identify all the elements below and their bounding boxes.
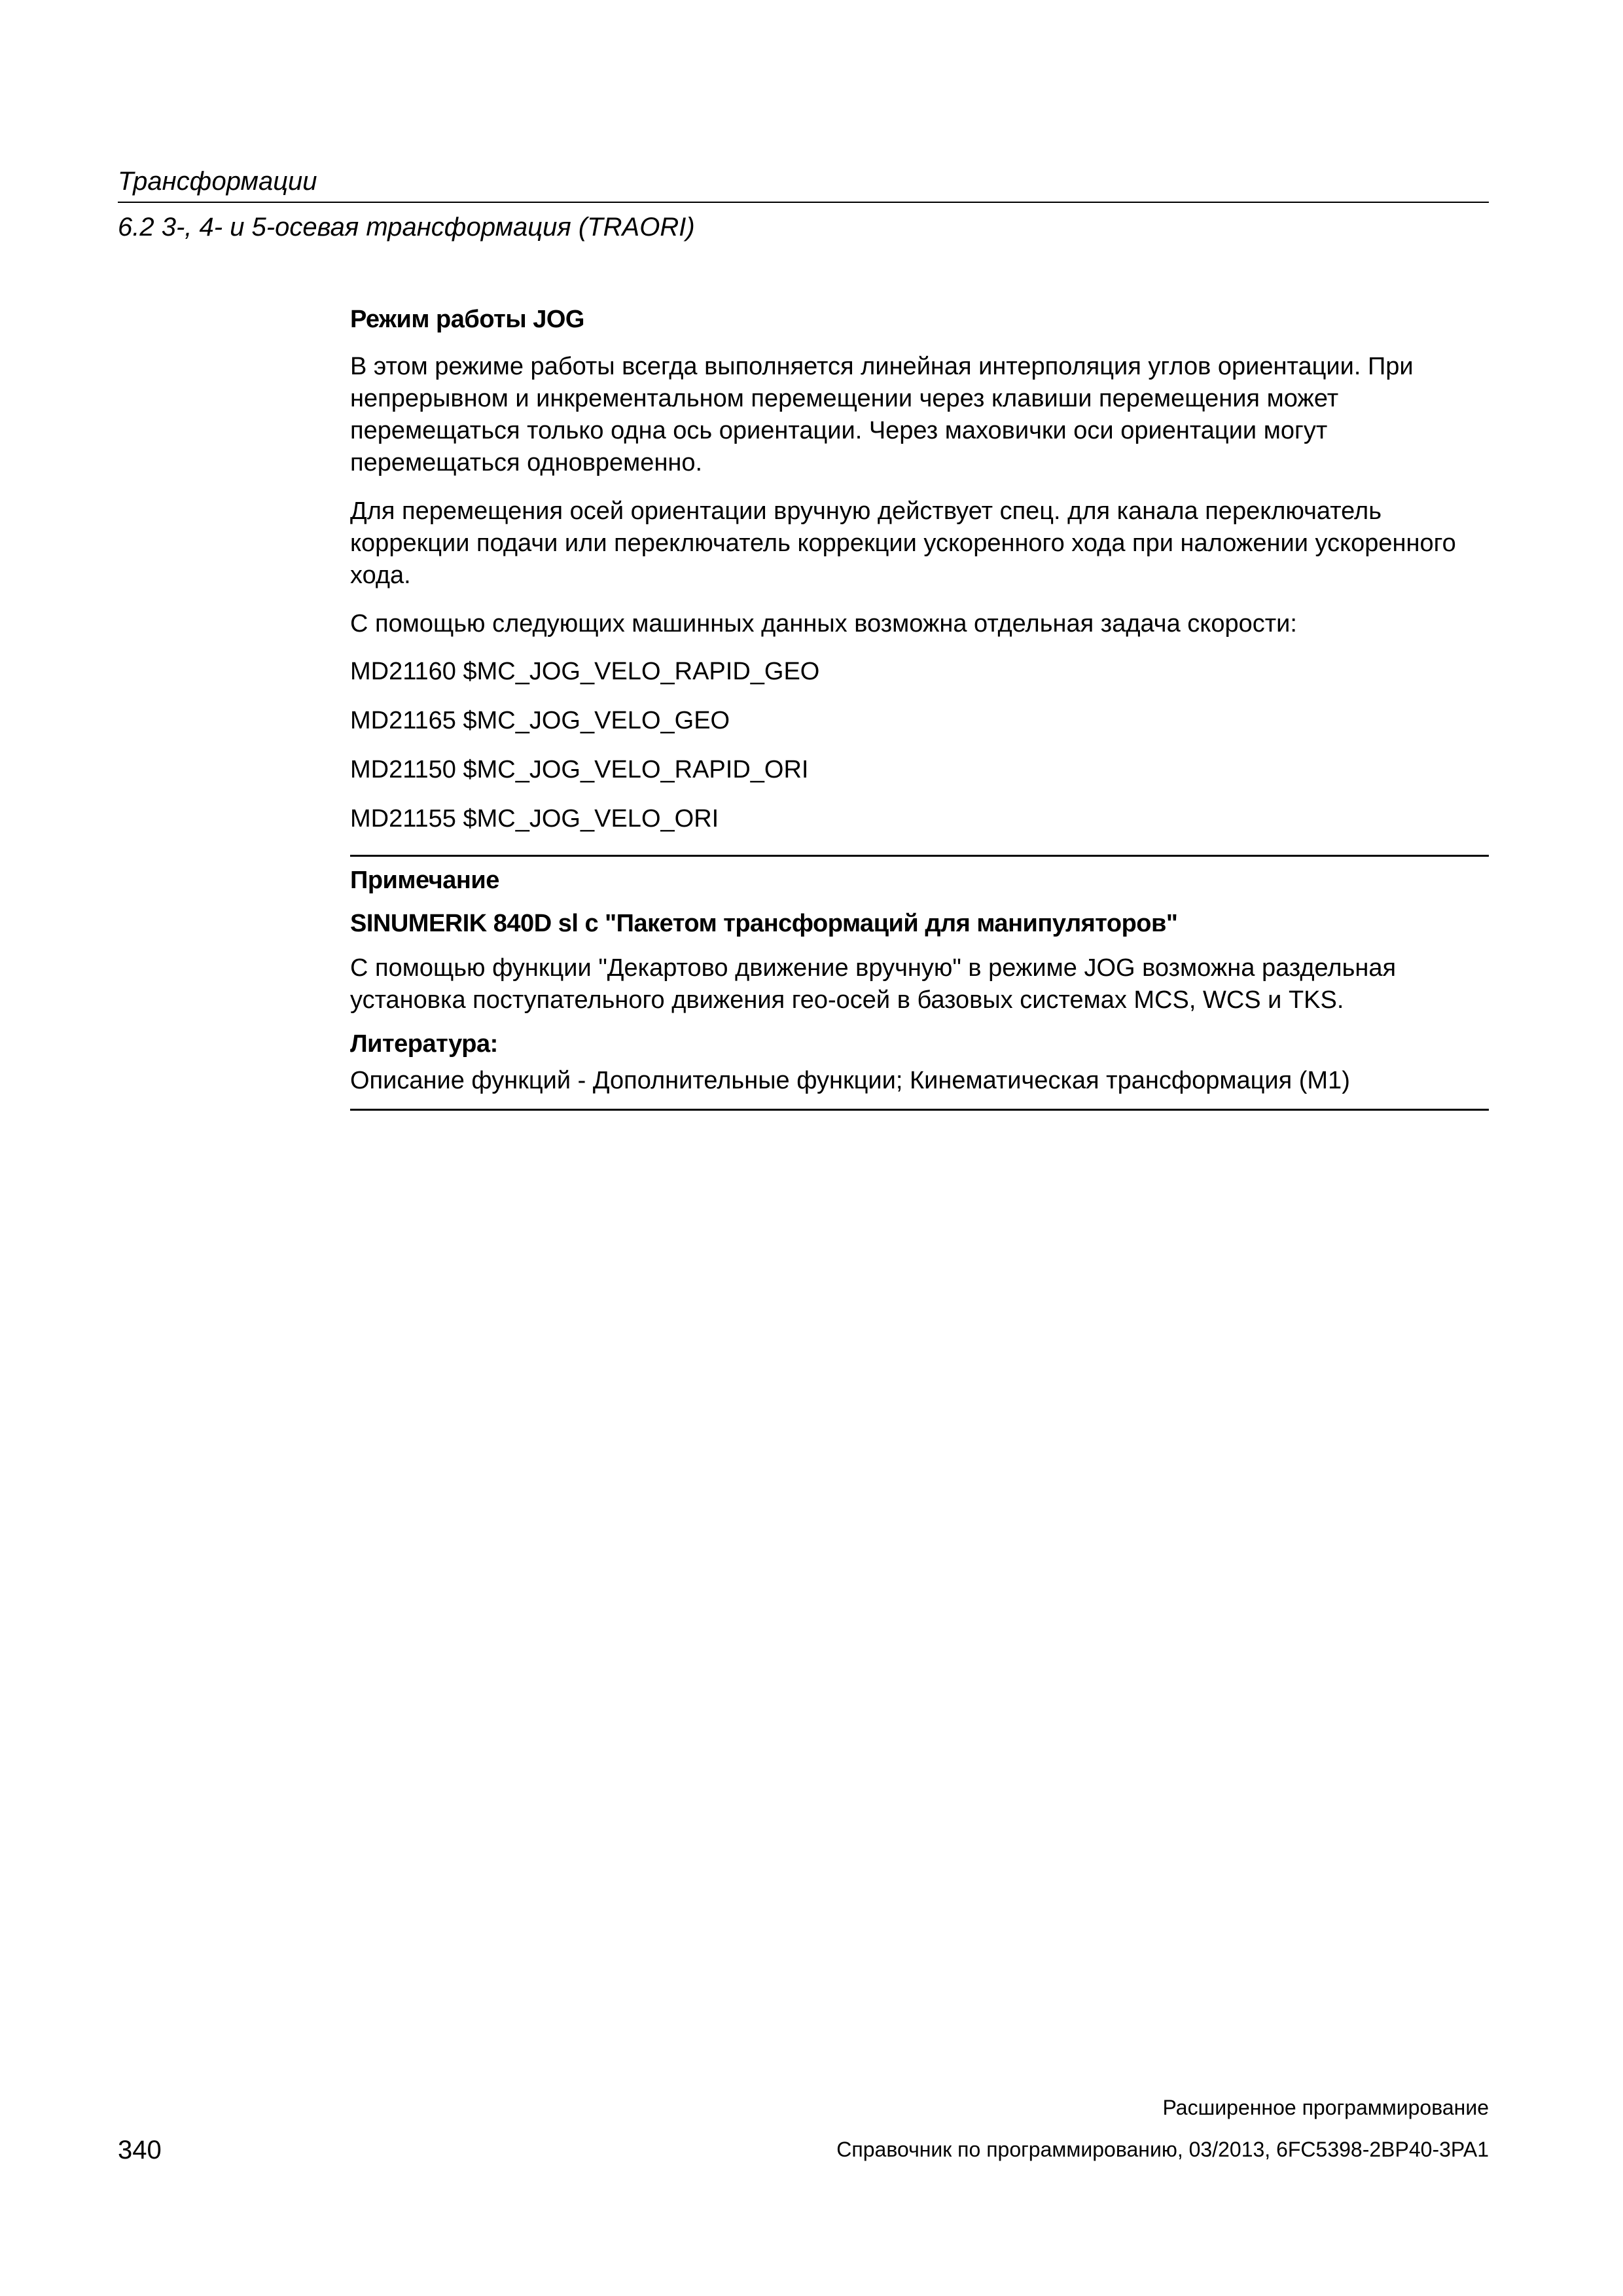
footer-title: Расширенное программирование: [1162, 2096, 1489, 2119]
note-text: С помощью функции "Декартово движение вручную" в режиме JOG возможна раздельная установка поступательного движения гео-осей в базовых системах MCS, WCS и TKS.: [350, 954, 1397, 1014]
footer-info: Справочник по программированию, 03/2013, 6FC5398-2BP40-3PA1: [836, 2138, 1489, 2161]
machine-data-list: [350, 656, 1489, 835]
machine-data-item: MD21150 $MC_JOG_VELO_RAPID_ORI: [350, 756, 809, 783]
machine-data-item: MD21160 $MC_JOG_VELO_RAPID_GEO: [350, 658, 820, 685]
note-title: Примечание: [350, 867, 499, 894]
running-header: [118, 164, 1489, 245]
paragraph-1: В этом режиме работы всегда выполняется линейная интерполяция углов ориентации. При непрерывном и инкрементальном перемещении через клавиши перемещения может перемещаться только одна ось ориентации. Через маховички оси ориентации могут перемещаться одновременно.: [350, 353, 1414, 476]
paragraph-2: Для перемещения осей ориентации вручную действует спец. для канала переключатель коррекции подачи или переключатель коррекции ускоренного хода при наложении ускоренного хода.: [350, 497, 1456, 589]
machine-data-item: MD21155 $MC_JOG_VELO_ORI: [350, 805, 719, 833]
literature-text: Описание функций - Дополнительные функции; Кинематическая трансформация (M1): [350, 1067, 1350, 1094]
section-heading: Режим работы JOG: [350, 306, 584, 333]
section-title: 6.2 3-, 4- и 5-осевая трансформация (TRAORI): [118, 213, 695, 242]
header-rule: [118, 202, 1489, 203]
note-box: [350, 855, 1489, 1111]
chapter-title: Трансформации: [118, 167, 317, 196]
main-content: [350, 302, 1489, 1111]
machine-data-item: MD21165 $MC_JOG_VELO_GEO: [350, 707, 730, 734]
note-subtitle: SINUMERIK 840D sl с "Пакетом трансформаций для манипуляторов": [350, 910, 1178, 937]
literature-title: Литература:: [350, 1030, 498, 1058]
paragraph-3: С помощью следующих машинных данных возможна отдельная задача скорости:: [350, 610, 1297, 637]
page-number: 340: [118, 2136, 162, 2164]
